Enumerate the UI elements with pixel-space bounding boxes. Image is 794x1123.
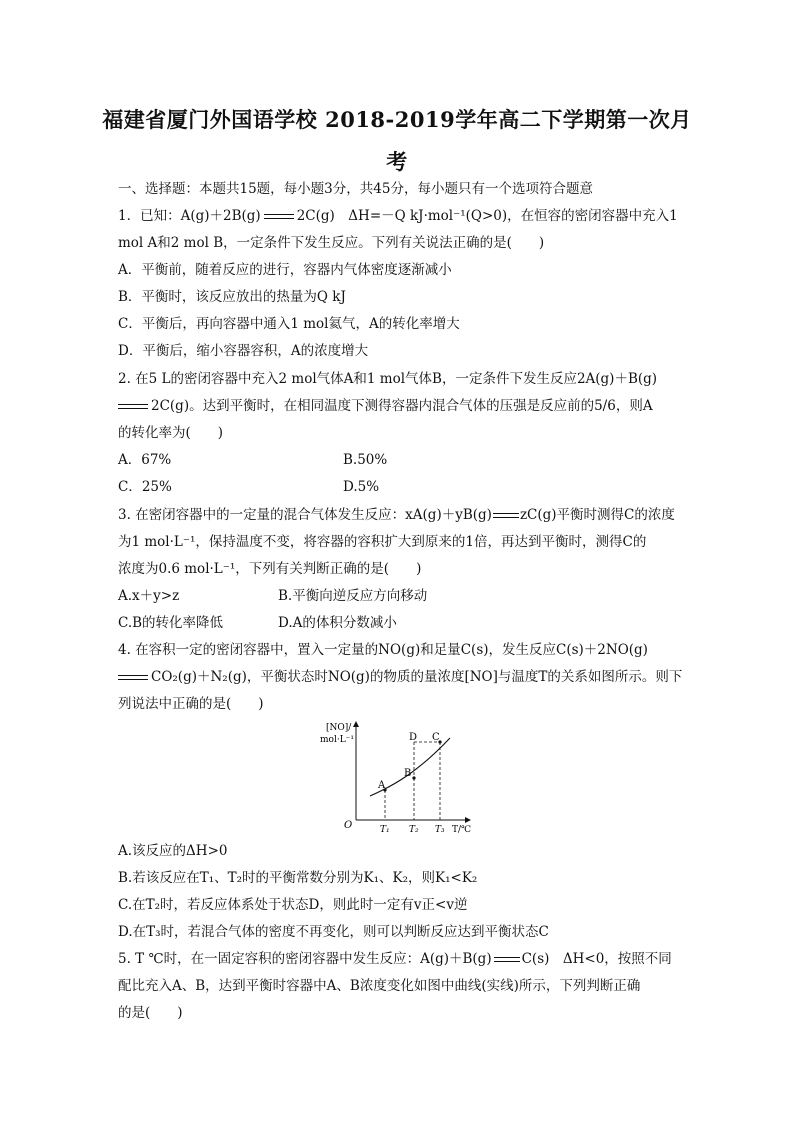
q2-stem-line2 (118, 397, 688, 415)
q1-stem-part2: 2C(g) ΔH=－Q kJ·mol⁻¹(Q>0)，在恒容的密闭容器中充入1 (296, 208, 678, 224)
x-tick-t1: T₁ (380, 825, 390, 835)
equilibrium-arrow-icon (118, 674, 148, 682)
q3-option-b: B.平衡向逆反应方向移动 (278, 588, 428, 604)
q4-option-a: A.该反应的ΔH>0 (118, 843, 228, 859)
q2-stem-line1: 2. 在5 L的密闭容器中充入2 mol气体A和1 mol气体B，一定条件下发生反应2A(g)＋B(g) (118, 371, 658, 387)
point-c-label: C (432, 732, 440, 743)
q3-stem-line1 (118, 506, 688, 524)
q4-no-temperature-graph (318, 720, 478, 838)
equilibrium-arrow-icon (494, 956, 520, 964)
q4-option-c: C.在T₂时，若反应体系处于状态D，则此时一定有v正<v逆 (118, 897, 468, 913)
q3-options-row1 (118, 587, 688, 605)
origin-label: O (344, 820, 353, 831)
point-a-label: A (378, 780, 386, 791)
q3-option-c: C.B的转化率降低 (118, 615, 224, 631)
q5-stem-line2: 配比充入A、B，达到平衡时容器中A、B浓度变化如图中曲线(实线)所示，下列判断正确 (118, 978, 641, 994)
q2-options-row1 (118, 451, 688, 469)
q2-stem-line3: 的转化率为( ) (118, 425, 224, 441)
q3-stem-part1: 3. 在密闭容器中的一定量的混合气体发生反应：xA(g)＋yB(g) (118, 507, 492, 523)
q3-stem-line3: 浓度为0.6 mol·L⁻¹，下列有关判断正确的是( ) (118, 561, 422, 577)
q1-stem-part1: 1．已知：A(g)＋2B(g) (118, 208, 261, 224)
q1-stem-line2: mol A和2 mol B，一定条件下发生反应。下列有关说法正确的是( ) (118, 235, 545, 251)
q5-stem-part1: 5. T ℃时，在一固定容积的密闭容器中发生反应：A(g)＋B(g) (118, 951, 492, 967)
point-b-label: B (404, 768, 412, 779)
point-b-marker (412, 776, 415, 779)
q2-option-c: C．25% (118, 479, 172, 495)
q1-option-b: B．平衡时，该反应放出的热量为Q kJ (118, 289, 346, 305)
equilibrium-arrow-icon (493, 512, 519, 520)
q1-option-a: A．平衡前，随着反应的进行，容器内气体密度逐渐减小 (118, 262, 452, 278)
q4-option-b: B.若该反应在T₁、T₂时的平衡常数分别为K₁、K₂，则K₁<K₂ (118, 870, 478, 886)
q4-stem-part2: CO₂(g)＋N₂(g)，平衡状态时NO(g)的物质的量浓度[NO]与温度T的关系如图所示。则下 (151, 669, 683, 685)
q2-stem-part2: 2C(g)。达到平衡时，在相同温度下测得容器内混合气体的压强是反应前的5/6，则A (151, 398, 653, 414)
q2-option-a: A．67% (118, 452, 172, 468)
q3-option-d: D.A的体积分数减小 (278, 615, 397, 631)
point-d-label: D (409, 732, 418, 743)
q4-stem-line1: 4. 在容积一定的密闭容器中，置入一定量的NO(g)和足量C(s)，发生反应C(s)＋2NO(g) (118, 642, 648, 658)
q1-option-d: D．平衡后，缩小容器容积，A的浓度增大 (118, 343, 369, 359)
section-heading: 一、选择题：本题共15题，每小题3分，共45分，每小题只有一个选项符合题意 (118, 181, 593, 197)
q5-stem-part2: C(s) ΔH<0，按照不同 (521, 951, 672, 967)
equilibrium-arrow-icon (118, 403, 148, 411)
q4-stem-line3: 列说法中正确的是( ) (118, 696, 264, 712)
x-axis-label: T/℃ (452, 825, 472, 835)
q3-option-a: A.x＋y>z (118, 588, 180, 604)
document-title-line1: 福建省厦门外国语学校 2018-2019学年高二下学期第一次月 (102, 107, 692, 132)
x-tick-t3: T₃ (435, 825, 445, 835)
document-title-line2: 考 (386, 149, 408, 174)
q5-stem-line1 (118, 950, 688, 968)
y-axis-label-1: [NO]/ (326, 723, 352, 733)
q4-option-d: D.在T₃时，若混合气体的密度不再变化，则可以判断反应达到平衡状态C (118, 924, 549, 940)
q5-stem-line3: 的是( ) (118, 1005, 183, 1021)
q3-options-row2 (118, 614, 688, 632)
q4-stem-line2 (118, 668, 688, 686)
x-tick-t2: T₂ (409, 825, 419, 835)
q2-option-d: D.5% (343, 479, 380, 495)
q2-options-row2 (118, 478, 688, 496)
y-axis-label-2: mol·L⁻¹ (320, 735, 355, 745)
q3-stem-line2: 为1 mol·L⁻¹，保持温度不变，将容器的容积扩大到原来的1倍，再达到平衡时，测得C的 (118, 534, 647, 550)
q2-option-b: B.50% (343, 452, 388, 468)
q4-graph-svg (318, 720, 478, 838)
equilibrium-arrow-icon (264, 213, 294, 221)
q3-stem-part2: zC(g)平衡时测得C的浓度 (519, 507, 675, 523)
q1-option-c: C．平衡后，再向容器中通入1 mol氦气，A的转化率增大 (118, 316, 460, 332)
q1-stem-line1 (118, 207, 688, 225)
